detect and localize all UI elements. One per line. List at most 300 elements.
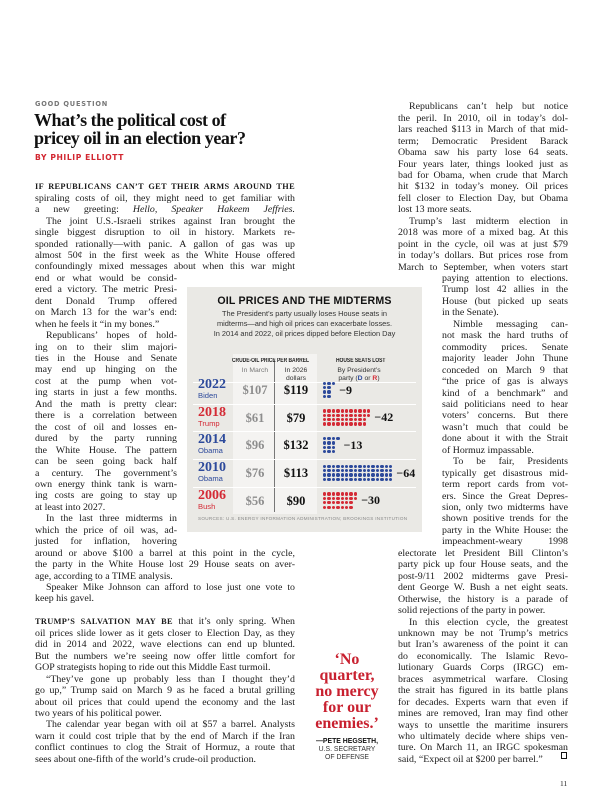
seat-dot [327,469,330,472]
text-line: ered a victory. The metric Presi- [35,284,177,296]
row-price-march: $56 [245,493,265,508]
seat-dot [332,450,335,453]
text-line: Trump’s last midterm election in [409,215,568,227]
text-line: own energy think tank is warn- [35,478,177,490]
row-seats-lost: −42 [374,410,394,425]
text-line: braces asymmetrical warfare. Closing [398,673,568,685]
page-number: 11 [560,779,568,788]
text-span: TRUMP’S SALVATION MAY BE [35,617,173,627]
text-line: Four years later, things looked just as [398,158,568,170]
text-line: “They’ve gone up probably less than I thought they’d [46,673,295,685]
seat-dot [323,386,326,389]
seat-dot [332,409,335,412]
text-line: Republicans’ hopes of hold- [46,330,177,342]
seat-dot [323,382,326,385]
seat-dot [327,414,330,417]
text-line: hit $132 in today’s money. Oil prices [398,181,568,193]
seat-dot [380,473,383,476]
seat-dot [358,465,361,468]
seat-dot [349,497,352,500]
text-line: the cost of oil and losses en- [35,421,177,433]
seat-dot [367,478,370,481]
text-line: on March 13 for the war’s end: [35,307,177,319]
seat-dot [332,469,335,472]
text-line: 2018 was more of a mixed bag. At this [398,227,568,239]
text-line: commodity prices. Senate [442,341,568,353]
seat-dot [354,409,357,412]
seat-dot [376,469,379,472]
seat-dot [323,409,326,412]
infographic-sources: SOURCES: U.S. ENERGY INFORMATION ADMINISTRATION; BROOKINGS INSTITUTION [198,516,408,521]
pull-quote-line: no mercy [315,683,379,700]
text-line: bad for Obama, when crude that March [398,169,568,181]
text-line: who ultimately decide where ships ven- [398,731,568,743]
seat-dot [389,478,392,481]
text-line: in the Senate). [442,307,499,319]
seat-dot [367,469,370,472]
column-in-2026: In 2026 [284,367,308,374]
row-president: Obama [198,446,223,456]
seat-dot [363,414,366,417]
row-president: Biden [198,391,218,400]
text-line: ing on to their slim majori- [35,341,177,353]
text-line: sponded rationally—with panic. A gallon of gas was up [35,238,295,250]
seat-dot [354,422,357,425]
seat-dot [345,501,348,504]
text-line [35,181,295,192]
pull-quote-line: for our [322,699,372,716]
text-line: at least into 2027. [35,501,106,513]
seat-dot [327,478,330,481]
text-line: justed for inflation, hovering [35,536,177,548]
seat-dot [327,437,330,440]
seat-dot [345,422,348,425]
text-line: Otherwise, the history is a parade of [398,593,568,605]
seat-dot [358,409,361,412]
text-span: a new greeting: [35,204,133,216]
infographic-subtitle-line: midterms—and high oil prices can exacerbate losses. [217,319,392,328]
text-line: but Iran’s awareness of the point it can [398,639,568,651]
seat-dot [341,465,344,468]
seat-dot [354,469,357,472]
seat-dot [380,478,383,481]
text-line: ers. Since the Great Depres- [442,490,568,502]
legend-democrat: D [357,375,363,382]
seat-dot [345,409,348,412]
seat-dot [385,469,388,472]
header-crude-oil-price: CRUDE-OIL PRICE PER BARREL [232,358,310,364]
seat-dot [358,422,361,425]
seat-dot [327,473,330,476]
text-line [35,616,295,627]
seat-dot [385,465,388,468]
seat-dot [327,390,330,393]
seat-dot [349,506,352,509]
seat-dot [327,446,330,449]
seat-dot [336,501,339,504]
seat-dot [358,418,361,421]
seat-dot [363,422,366,425]
text-line: the party in the White House lost 29 House seats on aver- [35,559,295,571]
pull-quote-line: quarter, [319,667,375,684]
text-line: Republicans can’t help but notice [409,101,568,113]
text-line: In this election cycle, the greatest [409,616,568,628]
row-price-2026: $79 [286,410,306,425]
seat-dot [323,501,326,504]
seat-dot [336,473,339,476]
seat-dot [336,437,339,440]
seat-dot [341,469,344,472]
seat-dot [332,437,335,440]
text-line: oil prices slide lower as it gets closer to Election Day, as they [35,627,295,639]
seat-dot [349,478,352,481]
text-line: Speaker Mike Johnson can afford to lose just one vote to [46,582,295,594]
pull-quote-attribution-title: U.S. SECRETARY [318,746,376,753]
seat-dot [336,469,339,472]
seat-dot [341,414,344,417]
row-seats-lost: −9 [339,382,353,397]
infographic-title: OIL PRICES AND THE MIDTERMS [217,295,392,307]
row-price-march: $61 [245,410,265,425]
seat-dot [341,422,344,425]
seat-dot [327,465,330,468]
text-line: do economically. The Islamic Revo- [398,650,568,662]
seat-dot [354,497,357,500]
row-price-march: $96 [245,438,265,453]
pull-quote-attribution: —PETE HEGSETH, [315,738,379,745]
text-line: Trump lost 42 allies in the [442,284,568,296]
seat-dot [327,409,330,412]
seat-dot [327,418,330,421]
seat-dot [367,414,370,417]
seat-dot [345,506,348,509]
text-line: unknown may be not Trump’s metrics [398,627,568,639]
seat-dot [345,418,348,421]
seat-dot [323,497,326,500]
seat-dot [332,473,335,476]
row-price-march: $107 [242,383,268,397]
legend-text: party ( [338,375,358,382]
text-line: not mask the hard truths of [442,330,568,342]
text-line: conceded on March 9 that [442,364,568,376]
text-line: about oil prices that could upend the economy and the last [35,696,295,708]
row-seats-lost: −13 [343,437,363,452]
text-line: voters’ concerns. But there [442,410,568,422]
text-line: there is a correlation between [35,410,177,422]
row-price-2026: $113 [283,466,309,481]
text-line: majority leader John Thune [442,353,568,365]
seat-dot [349,409,352,412]
seat-dot [327,422,330,425]
row-president: Bush [198,501,216,511]
seat-dot [371,465,374,468]
row-year: 2018 [198,404,226,420]
row-separator [193,459,416,460]
seat-dot [327,441,330,444]
seat-dot [345,492,348,495]
text-line: may end up hinging on the [35,364,177,376]
seat-dot [380,469,383,472]
seat-dot [332,506,335,509]
text-line: point in the cycle, oil was at just $79 [398,238,568,250]
text-line: wasn’t much that could be [442,421,568,433]
row-year: 2014 [198,432,226,448]
text-line: And the math is pretty clear: [35,398,177,410]
pull-quote-line: enemies.’ [315,715,379,732]
text-line: party pick up four House seats, and the [398,559,568,571]
seat-dot [389,469,392,472]
text-line: around or above $100 a barrel at this point in the cycle, [35,547,295,559]
seat-dot [354,473,357,476]
text-line: lutionary Guards Corps (IRGC) em- [398,662,568,674]
text-line: lost 13 more seats. [398,204,472,216]
text-line: ture. On March 11, an IRGC spokesman [398,742,568,754]
seat-dot [349,465,352,468]
text-line: single biggest disruption to oil in history. Markets re- [35,227,295,239]
text-line: post-9/11 2002 midterms gave Presi- [398,570,568,582]
text-line: The calendar year began with oil at $57 a barrel. Analysts [46,719,295,731]
row-seats-lost: −64 [396,465,416,480]
seat-dot [336,422,339,425]
column-party-label: By President’s [337,367,381,374]
seat-dot [371,469,374,472]
seat-dot [332,446,335,449]
legend-republican: R [372,375,378,382]
seat-dot [376,473,379,476]
text-line: of Hormuz impassable. [442,444,534,456]
seat-dot [389,465,392,468]
text-line: In the last three midterms in [46,513,177,525]
byline: BY PHILIP ELLIOTT [35,153,125,162]
row-president: Obama [198,474,223,484]
seat-dot [354,414,357,417]
seat-dot [363,478,366,481]
headline-line: What’s the political cost of [34,110,226,130]
seat-dot [363,409,366,412]
text-line: the peril. In 2010, oil in today’s dol- [398,112,568,124]
text-line: ing starts in just a few months. [35,387,177,399]
seat-dot [327,501,330,504]
row-year: 2010 [198,460,226,476]
seat-dot [327,386,330,389]
seat-dot [336,418,339,421]
seat-dot [323,492,326,495]
seat-dot [345,414,348,417]
seat-dot [345,473,348,476]
seat-dot [332,501,335,504]
seat-dot [354,492,357,495]
seat-dot [323,418,326,421]
seat-dot [363,473,366,476]
infographic-oil-prices-midterms [187,287,422,532]
seat-dot [323,441,326,444]
seat-dot [354,478,357,481]
seat-dot [336,409,339,412]
text-line: age, according to a TIME analysis. [35,570,173,582]
seat-dot [332,418,335,421]
seat-dot [336,492,339,495]
legend-text: or [362,375,373,382]
seat-dot [349,414,352,417]
seat-dot [385,478,388,481]
text-line: lars reached $113 in March of that mid- [398,124,568,136]
seat-dot [363,469,366,472]
seat-dot [332,414,335,417]
seat-dot [358,473,361,476]
text-line: The joint U.S.-Israeli strikes against Iran brought the [46,215,295,227]
seat-dot [354,418,357,421]
text-line: dent George W. Bush a net eight seats. [398,582,568,594]
seat-dot [349,422,352,425]
seat-dot [323,465,326,468]
row-year: 2006 [198,487,226,503]
seat-dot [341,478,344,481]
seat-dot [323,478,326,481]
header-house-seats-lost: HOUSE SEATS LOST [336,358,386,364]
seat-dot [323,450,326,453]
text-line: go up,” Trump said on March 9 as he faced a brutal grilling [35,685,295,697]
text-line: To be fair, Presidents [453,456,568,468]
text-line: ways to unsettle the maritime insurers [398,719,568,731]
row-price-march: $76 [245,466,265,481]
seat-dot [327,395,330,398]
row-seats-lost: −30 [361,493,381,508]
text-line: spiraling costs of oil, they might need to get familiar with [35,192,295,204]
row-president: Trump [198,418,220,428]
text-line: which the price of oil was, ad- [35,524,177,536]
legend-text: ) [377,375,380,382]
text-line: in today’s dollars. But prices rose from [398,250,568,262]
seat-dot [345,465,348,468]
seat-dot [385,473,388,476]
seat-dot [358,414,361,417]
seat-dot [341,473,344,476]
seat-dot [323,473,326,476]
seat-dot [349,492,352,495]
text-line: term report cards from vot- [442,479,568,491]
text-line: did in 2014 and 2022, wave elections can end up blunted. [35,639,295,651]
seat-dot [345,478,348,481]
seat-dot [332,465,335,468]
seat-dot [349,469,352,472]
text-line: shown positive trends for the [442,513,568,525]
text-line: But the numbers we’re seeing now offer little comfort for [35,650,295,662]
seat-dot [367,465,370,468]
seat-dot [367,473,370,476]
seat-dot [332,441,335,444]
text-line: solid rejections of the party in power. [398,605,546,617]
text-line: Nimble messaging can- [453,318,568,330]
seat-dot [363,465,366,468]
seat-dot [341,501,344,504]
headline-line: pricey oil in an election year? [34,128,246,148]
seat-dot [327,382,330,385]
seat-dot [336,478,339,481]
row-separator [193,431,416,432]
seat-dot [336,414,339,417]
text-line: warn it could cost triple that by the end of March if the Iran [35,730,295,742]
text-line: term; Democratic President Barack [398,135,568,147]
seat-dot [349,473,352,476]
row-price-2026: $90 [286,493,306,508]
row-separator [193,404,416,405]
section-kicker: GOOD QUESTION [35,100,109,108]
seat-dot [323,390,326,393]
text-line: said, “Expect oil at $200 per barrel.” [398,753,543,765]
text-line: paying attention to elections. [442,273,568,285]
text-line: end or what would be consid- [35,272,177,284]
seat-dot [336,506,339,509]
text-line: sees about one-fifth of the world’s crude-oil production. [35,753,257,765]
seat-dot [323,395,326,398]
text-span: Hello, Speaker Hakeem Jeffries. [132,204,295,216]
text-line: Obama saw his party lose 64 seats. [398,147,568,159]
seat-dot [327,497,330,500]
text-line: GOP strategists hoping to ride out this Middle East turmoil. [35,662,271,674]
text-span: that it’s only spring. When [172,616,295,628]
seat-dot [327,492,330,495]
seat-dot [323,437,326,440]
text-line: ing costs are going to stay up [35,490,177,502]
text-line: almost 50¢ in the first week as the White House offered [35,249,295,261]
text-line: conflict continues to clog the Strait of Hormuz, a route that [35,742,295,754]
seat-dot [327,450,330,453]
seat-dot [358,478,361,481]
seat-dot [371,478,374,481]
text-line: done about it with the Strait [442,433,568,445]
row-price-2026: $119 [283,383,309,397]
seat-dot [341,506,344,509]
text-line: sion, only two midterms have [442,502,568,514]
seat-dot [332,382,335,385]
seat-dot [358,469,361,472]
column-in-march: In March [241,367,269,374]
text-line: impeachment-weary 1998 [442,536,568,548]
text-line: two years of his political power. [35,707,162,719]
seat-dot [345,469,348,472]
text-line: cost at the pump when vot- [35,375,177,387]
text-line: ties in the House and Senate [35,353,177,365]
seat-dot [380,465,383,468]
row-separator [193,487,416,488]
text-line: dent Donald Trump offered [35,295,177,307]
seat-dot [336,497,339,500]
text-line: keep his gavel. [35,593,94,605]
seat-dot [345,497,348,500]
end-of-article-square-icon [561,752,567,759]
pull-quote-line: ‘No [334,651,360,668]
seat-dot [363,418,366,421]
seat-dot [367,409,370,412]
seat-dot [371,473,374,476]
seat-dot [332,497,335,500]
pull-quote-attribution-title: OF DEFENSE [324,754,370,761]
seat-dot [354,465,357,468]
seat-dot [332,478,335,481]
text-line: said politicians need to hear [442,398,568,410]
text-line: “the price of gas is always [442,376,568,388]
text-line: electorate let President Bill Clinton’s [398,547,568,559]
row-price-2026: $132 [283,438,309,453]
text-line: for decades. Experts warn that even if [398,696,568,708]
seat-dot [323,469,326,472]
row-year: 2022 [198,377,226,392]
seat-dot [336,465,339,468]
infographic-subtitle-line: In 2014 and 2022, oil prices dipped before Election Day [213,329,396,338]
seat-dot [349,501,352,504]
seat-dot [341,497,344,500]
text-line: March to September, when voters start [398,261,568,273]
